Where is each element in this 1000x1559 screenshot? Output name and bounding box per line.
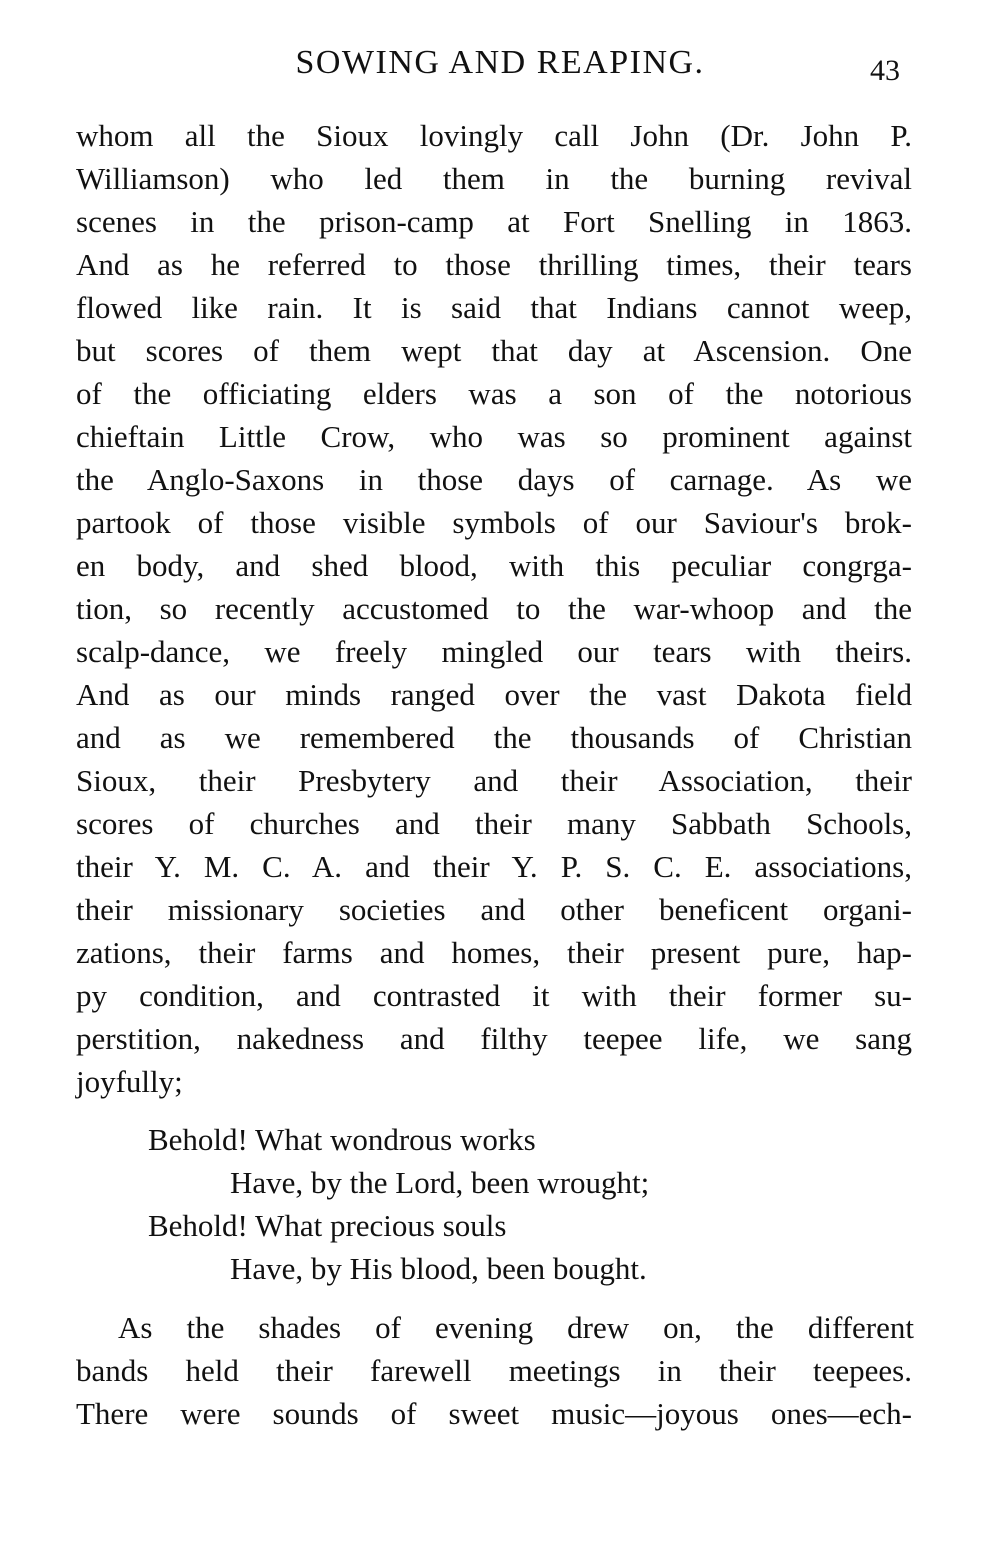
text-line: There were sounds of sweet music—joyous ones—ech-	[76, 1396, 912, 1431]
text-line: whom all the Sioux lovingly call John (Dr. John P.	[76, 118, 912, 153]
text-line: And as our minds ranged over the vast Dakota field	[76, 677, 912, 712]
running-head	[0, 38, 1000, 88]
text-line: And as he referred to those thrilling times, their tears	[76, 247, 912, 282]
text-line: As the shades of evening drew on, the different	[118, 1310, 914, 1345]
text-line: but scores of them wept that day at Ascension. One	[76, 333, 912, 368]
verse-line: Behold! What precious souls	[148, 1208, 507, 1243]
text-line: the Anglo-Saxons in those days of carnage. As we	[76, 462, 912, 497]
text-line: their missionary societies and other beneficent organi-	[76, 892, 912, 927]
text-line: joyfully;	[76, 1064, 183, 1099]
text-line: perstition, nakedness and filthy teepee life, we sang	[76, 1021, 912, 1056]
verse-line: Have, by the Lord, been wrought;	[230, 1165, 650, 1200]
text-line: py condition, and contrasted it with their former su-	[76, 978, 912, 1013]
page-number: 43	[870, 54, 900, 87]
text-line: scenes in the prison-camp at Fort Snelling in 1863.	[76, 204, 912, 239]
verse-line: Behold! What wondrous works	[148, 1122, 536, 1157]
text-line: flowed like rain. It is said that Indians cannot weep,	[76, 290, 912, 325]
text-line: their Y. M. C. A. and their Y. P. S. C. E. associations,	[76, 849, 912, 884]
text-line: scores of churches and their many Sabbath Schools,	[76, 806, 912, 841]
text-line: Williamson) who led them in the burning revival	[76, 161, 912, 196]
text-line: and as we remembered the thousands of Christian	[76, 720, 912, 755]
text-line: tion, so recently accustomed to the war-whoop and the	[76, 591, 912, 626]
text-line: Sioux, their Presbytery and their Association, their	[76, 763, 912, 798]
text-line: bands held their farewell meetings in their teepees.	[76, 1353, 912, 1388]
text-line: of the officiating elders was a son of the notorious	[76, 376, 912, 411]
text-line: en body, and shed blood, with this peculiar congrga-	[76, 548, 912, 583]
text-line: chieftain Little Crow, who was so prominent against	[76, 419, 912, 454]
verse-line: Have, by His blood, been bought.	[230, 1251, 647, 1286]
text-line: scalp-dance, we freely mingled our tears with theirs.	[76, 634, 912, 669]
text-line: partook of those visible symbols of our Saviour's brok-	[76, 505, 912, 540]
running-title: SOWING AND REAPING.	[295, 44, 705, 81]
text-line: zations, their farms and homes, their present pure, hap-	[76, 935, 912, 970]
